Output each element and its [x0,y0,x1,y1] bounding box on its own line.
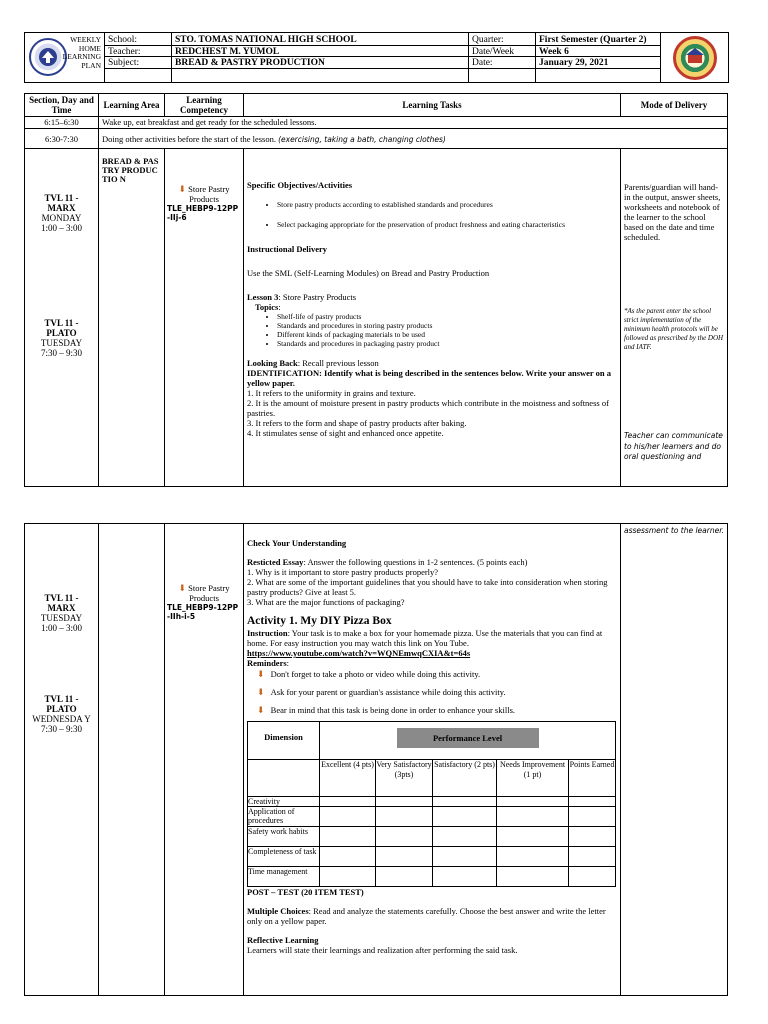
essay-question: 3. What are the major functions of packaging? [247,597,405,607]
routine-note: (exercising, taking a bath, changing clothes) [278,134,446,144]
section-name: TVL 11 - [44,694,79,704]
rubric-table [247,721,616,887]
col-area-header: Learning Area [99,94,165,117]
lesson-label: Lesson 3 [247,292,279,302]
rubric-levels-row [248,760,616,797]
header-right-labels [469,33,536,82]
section-time: 1:00 – 3:00 [40,223,82,233]
rubric-dimension-header: Dimension [248,722,320,760]
instruction [247,628,617,648]
section-name: TVL 11 - [44,593,79,603]
lesson-title: : Store Pastry Products [278,292,357,302]
learning-area [99,524,165,996]
identification-item: 3. It refers to the form and shape of pastry products after baking. [247,418,467,428]
rubric-row [248,797,616,807]
arrow-bullet-icon: ⬇ [178,583,187,593]
section-plato [25,694,98,734]
rubric-row [248,807,616,827]
looking-back-label: Looking Back [247,358,298,368]
lesson-line [247,292,617,302]
plan-title [63,36,101,70]
quarter-label: Quarter: [472,35,504,45]
rubric-performance-cell [320,722,616,760]
col-tasks-header: Learning Tasks [244,94,621,117]
school-label: School: [108,35,138,45]
date-value: January 29, 2021 [539,58,609,68]
rubric-header-row [248,722,616,760]
essay-question: 2. What are some of the important guidelines that you should have to take into consideration when storing pastry products? Give at least 5. [247,577,608,597]
reflective-heading: Reflective Learning [247,935,319,945]
plan-title-line: PLAN [81,60,101,70]
rubric-dimension: Safety work habits [248,827,320,847]
activity-title: Activity 1. My DIY Pizza Box [247,615,392,627]
routine-time: 6:15–6:30 [25,117,99,129]
objectives-list [247,200,617,230]
essay-question: 1. Why is it important to store pastry products properly? [247,567,439,577]
mode-health-note: *As the parent enter the school strict implementation of the minimum health protocols will be followed as prescribed by the DOH and IATF. [624,307,724,351]
section-cell [25,524,99,996]
date-week-label: Date/Week [472,47,514,57]
section-day: TUESDAY [40,338,83,348]
quarter-value: First Semester (Quarter 2) [539,35,647,45]
arrow-bullet-icon: ⬇ [257,687,265,697]
learning-area: BREAD & PASTRY PRODUCTIO N [99,149,165,487]
routine-text-main: Doing other activities before the start of the lesson. [102,133,276,144]
mode-cell [621,149,728,487]
header-labels [105,33,172,82]
section-time: 1:00 – 3:00 [40,623,82,633]
tasks-cell [244,524,621,996]
routine-row [25,117,728,129]
reminder-item [247,705,617,715]
col-mode-header: Mode of Delivery [621,94,728,117]
topic-item: • Shelf-life of pastry products [277,312,617,321]
rubric-dimension: Application of procedures [248,807,320,827]
lesson-row [25,524,728,996]
competency-cell [165,149,244,487]
plan-title-line: WEEKLY [70,35,101,44]
competency-title [167,583,241,603]
reflective-text: Learners will state their learnings and realization after performing the said task. [247,945,518,955]
tasks-cell [244,149,621,487]
arrow-bullet-icon: ⬇ [178,184,187,194]
section-plato [25,318,98,358]
objective-item: • Store pastry products according to established standards and procedures [277,200,617,210]
identification-item: 4. It stimulates sense of sight and enhanced once appetite. [247,428,444,438]
delivery-text: Use the SML (Self-Learning Modules) on Bread and Pastry Production [247,268,490,278]
rubric-row [248,827,616,847]
section-cell [25,149,99,487]
school-seal-icon [673,36,717,80]
section-time: 7:30 – 9:30 [40,724,82,734]
topic-item: • Standards and procedures in storing pastry products [277,321,617,330]
rubric-dimension: Time management [248,867,320,887]
competency-code: TLE_HEBP9-12PP-IIh-i-5 [167,603,239,621]
post-test-heading: POST – TEST (20 ITEM TEST) [247,887,364,897]
teacher-value: REDCHEST M. YUMOL [175,47,280,57]
week-value: Week 6 [539,47,569,57]
rubric-row [248,847,616,867]
mc-label: Multiple Choices [247,906,309,916]
mode-teacher-note: Teacher can communicate to his/her learners and do oral questioning and [624,431,723,461]
essay-text: : Answer the following questions in 1-2 sentences. (5 points each) [303,557,528,567]
rubric-level: Needs Improvement (1 pt) [497,760,569,797]
deped-seal-icon [29,38,67,76]
competency-title-text: Store Pastry Products [188,583,230,603]
reminder-text: Don't forget to take a photo or video while doing this activity. [270,669,481,679]
section-day: MONDAY [41,213,82,223]
topic-item: • Standards and procedures in packaging pastry product [277,339,617,348]
mc-text: : Read and analyze the statements carefully. Choose the best answer and write the letter only on a yellow paper. [247,906,606,926]
mode-main: Parents/guardian will hand-in the output, answer sheets, worksheets and notebook of the learner to the school based on the date and time scheduled. [624,182,721,242]
topic-item: • Different kinds of packaging materials to be used [277,330,617,339]
objectives-heading: Specific Objectives/Activities [247,180,353,190]
plan-title-line: HOME [78,43,101,53]
youtube-link[interactable]: https://www.youtube.com/watch?v=WQNEmwqCXIA&t=64s [247,648,471,658]
rubric-row [248,867,616,887]
routine-text [99,129,728,149]
mode-cell [621,524,728,996]
section-class: MARX [47,603,76,613]
competency-cell [165,524,244,996]
check-heading: Check Your Understanding [247,538,347,548]
section-time: 7:30 – 9:30 [40,348,82,358]
competency-title-text: Store Pastry Products [188,184,230,204]
essay-label: Resticted Essay [247,557,304,567]
header-right-values [536,33,661,82]
rubric-performance-header: Performance Level [397,728,539,748]
table-header-row [25,94,728,117]
subject-value: BREAD & PASTRY PRODUCTION [175,58,325,68]
competency-code: TLE_HEBP9-12PP-IIj-6 [167,204,239,222]
date-label: Date: [472,58,493,68]
reminder-item [247,687,617,697]
section-day: TUESDAY [40,613,83,623]
lesson-row [25,149,728,487]
plan-title-line: LEARNING [62,52,101,61]
section-day: WEDNESDA Y [32,714,91,724]
reminders-label: Reminders: [247,658,290,668]
plan-header [24,32,729,83]
rubric-level: Very Satisfactory (3pts) [376,760,433,797]
identification-instruction: IDENTIFICATION: Identify what is being described in the sentences below. Write your answer on a yellow paper. [247,368,612,388]
rubric-dimension: Creativity [248,797,320,807]
delivery-heading: Instructional Delivery [247,244,328,254]
arrow-bullet-icon: ⬇ [257,705,265,715]
looking-back [247,358,617,368]
rubric-level: Points Earned [569,760,616,797]
reminder-text: Ask for your parent or guardian's assistance while doing this activity. [270,687,506,697]
header-values [172,33,469,82]
essay-line [247,557,617,567]
rubric-level: Satisfactory (2 pts) [433,760,497,797]
section-name: TVL 11 - [44,318,79,328]
topics-label: Topics: [255,302,281,312]
mode-continued: assessment to the learner. [624,526,724,535]
reminder-item [247,669,617,679]
section-class: MARX [47,203,76,213]
reminders-label-text: Reminders [247,658,287,668]
section-class: PLATO [46,704,77,714]
instruction-label: Instruction [247,628,288,638]
rubric-level: Excellent (4 pts) [320,760,376,797]
topics-list [247,312,617,348]
col-section-header: Section, Day and Time [25,94,99,117]
routine-row [25,129,728,149]
topics-label-text: Topics [255,302,279,312]
learning-plan-table-page-1 [24,93,728,487]
arrow-bullet-icon: ⬇ [257,669,265,679]
section-marx [25,193,98,233]
competency-title [167,184,241,204]
section-class: PLATO [46,328,77,338]
rubric-empty-cell [248,760,320,797]
reminder-text: Bear in mind that this task is being done in order to enhance your skills. [270,705,516,715]
section-name: TVL 11 - [44,193,79,203]
subject-label: Subject: [108,58,140,68]
learning-plan-table-page-2 [24,523,728,996]
section-marx [25,593,98,633]
identification-item: 2. It is the amount of moisture present in pastry products which contribute in the moistness and softness of pastries. [247,398,609,418]
col-competency-header: Learning Competency [165,94,244,117]
identification-item: 1. It refers to the uniformity in grains and texture. [247,388,416,398]
looking-back-text: : Recall previous lesson [297,358,379,368]
routine-text: Wake up, eat breakfast and get ready for the scheduled lessons. [99,117,728,129]
routine-time: 6:30-7:30 [25,129,99,149]
school-value: STO. TOMAS NATIONAL HIGH SCHOOL [175,35,357,45]
objective-item: • Select packaging appropriate for the preservation of product freshness and eating characteristics [277,220,617,230]
instruction-text: : Your task is to make a box for your homemade pizza. Use the materials that you can find at home. For easy instruction you may watch this link on You Tube. [247,628,603,648]
deped-seal-cell [25,33,105,82]
teacher-label: Teacher: [108,47,141,57]
multiple-choice [247,906,617,926]
rubric-dimension: Completeness of task [248,847,320,867]
